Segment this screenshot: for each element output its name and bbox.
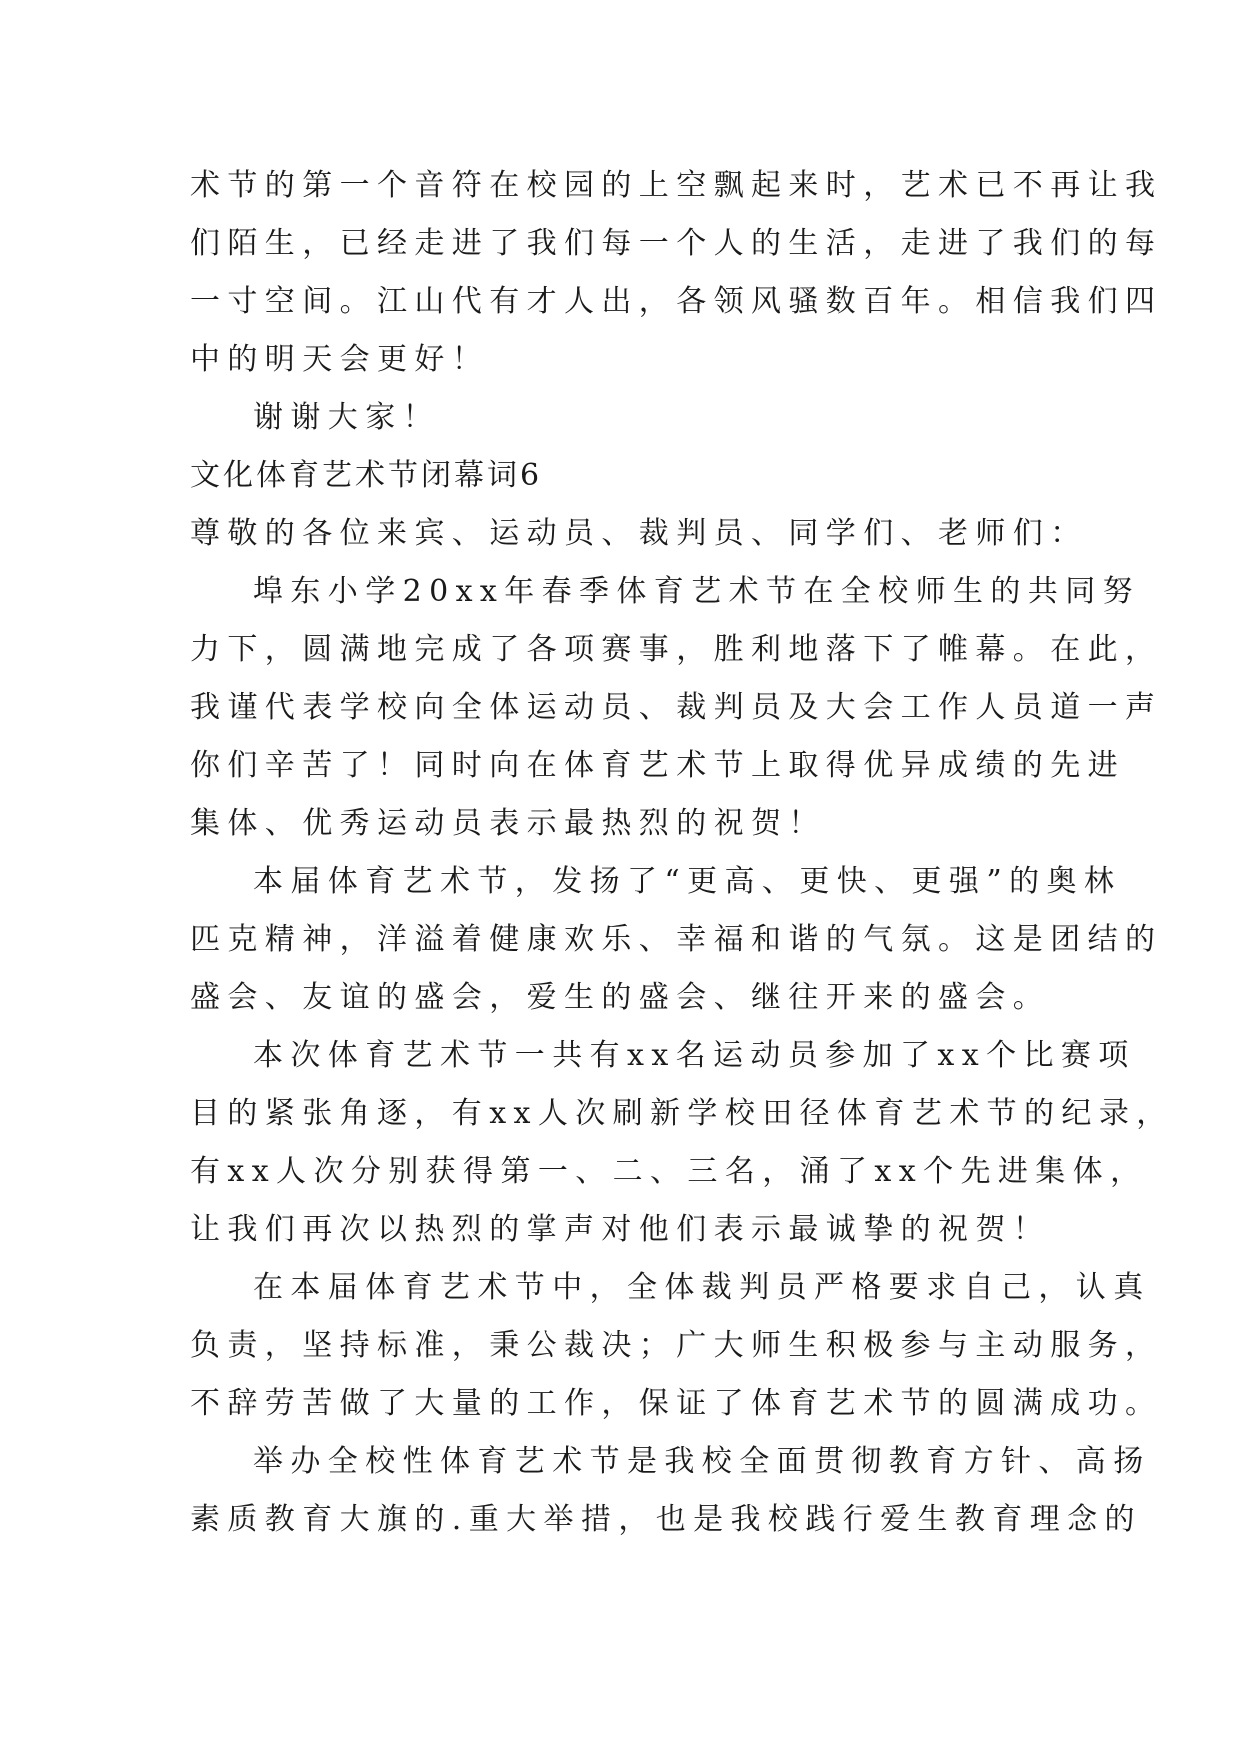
text-line: 力下，圆满地完成了各项赛事，胜利地落下了帷幕。在此， xyxy=(190,632,1163,667)
text-line: 负责，坚持标准，秉公裁决；广大师生积极参与主动服务， xyxy=(190,1328,1163,1363)
text-line: 术节的第一个音符在校园的上空飘起来时，艺术已不再让我 xyxy=(190,168,1163,203)
closing-thanks: 谢谢大家！ xyxy=(253,400,440,435)
text-line: 匹克精神，洋溢着健康欢乐、幸福和谐的气氛。这是团结的 xyxy=(190,922,1163,957)
salutation: 尊敬的各位来宾、运动员、裁判员、同学们、老师们： xyxy=(190,516,1088,551)
text-line: 有xx人次分别获得第一、二、三名，涌了xx个先进集体， xyxy=(190,1154,1148,1189)
text-line: 埠东小学20xx年春季体育艺术节在全校师生的共同努 xyxy=(253,574,1141,609)
text-line: 本届体育艺术节，发扬了“更高、更快、更强”的奥林 xyxy=(253,864,1122,899)
text-line: 不辞劳苦做了大量的工作，保证了体育艺术节的圆满成功。 xyxy=(190,1386,1163,1421)
text-line: 一寸空间。江山代有才人出，各领风骚数百年。相信我们四 xyxy=(190,284,1163,319)
text-line: 举办全校性体育艺术节是我校全面贯彻教育方针、高扬 xyxy=(253,1444,1151,1479)
text-line: 盛会、友谊的盛会，爱生的盛会、继往开来的盛会。 xyxy=(190,980,1051,1015)
text-line: 我谨代表学校向全体运动员、裁判员及大会工作人员道一声 xyxy=(190,690,1163,725)
text-line: 让我们再次以热烈的掌声对他们表示最诚挚的祝贺！ xyxy=(190,1212,1051,1247)
text-line: 素质教育大旗的.重大举措，也是我校践行爱生教育理念的 xyxy=(190,1502,1142,1537)
section-title: 文化体育艺术节闭幕词6 xyxy=(190,458,543,493)
text-line: 集体、优秀运动员表示最热烈的祝贺！ xyxy=(190,806,826,841)
text-line: 本次体育艺术节一共有xx名运动员参加了xx个比赛项 xyxy=(253,1038,1136,1073)
text-line: 在本届体育艺术节中，全体裁判员严格要求自己，认真 xyxy=(253,1270,1151,1305)
text-line: 你们辛苦了！同时向在体育艺术节上取得优异成绩的先进 xyxy=(190,748,1125,783)
text-line: 们陌生，已经走进了我们每一个人的生活，走进了我们的每 xyxy=(190,226,1163,261)
text-line: 目的紧张角逐，有xx人次刷新学校田径体育艺术节的纪录， xyxy=(190,1096,1174,1131)
text-line: 中的明天会更好！ xyxy=(190,342,490,377)
